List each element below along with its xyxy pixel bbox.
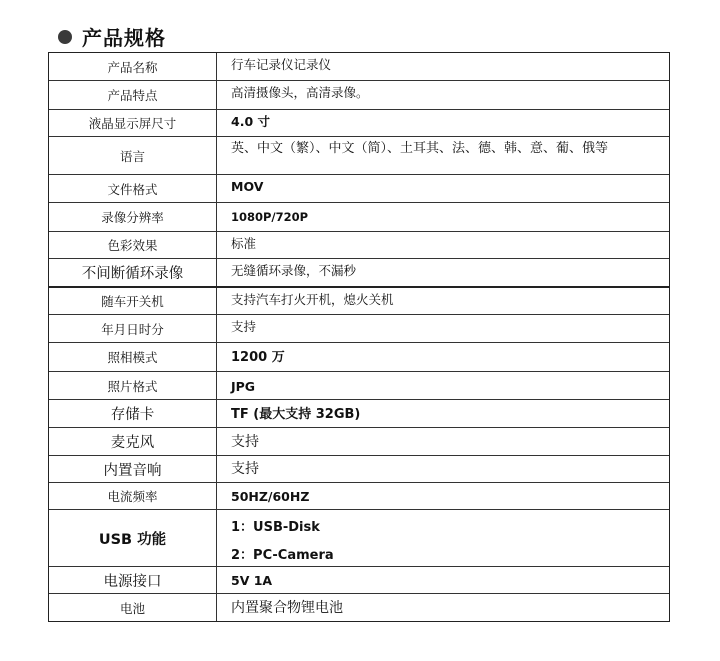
- spec-label: 内置音响: [49, 456, 217, 482]
- spec-value: 标准: [231, 236, 257, 251]
- table-row: [49, 428, 669, 456]
- table-row: [49, 400, 669, 428]
- spec-label: 液晶显示屏尺寸: [49, 110, 217, 136]
- spec-label: 存储卡: [49, 400, 217, 427]
- table-row: [49, 483, 669, 510]
- table-row: [49, 567, 669, 594]
- table-row: [49, 175, 669, 203]
- spec-value: 1080P/720P: [231, 210, 309, 224]
- spec-label: 随车开关机: [49, 288, 217, 314]
- section-title: 产品规格: [82, 26, 166, 50]
- usb-mode-item: 1：USB-Disk: [231, 520, 320, 535]
- table-row: [49, 510, 669, 567]
- bullet-icon: [58, 30, 72, 44]
- spec-value: 5V 1A: [231, 573, 273, 588]
- section-heading: [58, 22, 166, 51]
- table-row: [49, 110, 669, 137]
- spec-value: 支持: [231, 319, 257, 334]
- spec-table: [48, 52, 670, 622]
- spec-value: 支持: [231, 433, 259, 450]
- spec-value: 50HZ/60HZ: [231, 489, 310, 504]
- spec-label: 文件格式: [49, 175, 217, 202]
- spec-value: MOV: [231, 179, 264, 194]
- spec-label: USB 功能: [49, 510, 217, 566]
- table-row: [49, 315, 669, 343]
- spec-label: 照相模式: [49, 343, 217, 371]
- spec-value: 内置聚合物锂电池: [231, 599, 343, 616]
- spec-value: JPG: [231, 378, 256, 394]
- spec-label: 不间断循环录像: [49, 259, 217, 286]
- table-row: [49, 288, 669, 315]
- spec-label: 录像分辨率: [49, 203, 217, 231]
- table-row: [49, 594, 669, 621]
- spec-value: 高清摄像头，高清录像。: [231, 85, 369, 100]
- table-row: [49, 203, 669, 232]
- table-row: [49, 343, 669, 372]
- spec-label: 年月日时分: [49, 315, 217, 342]
- spec-value: 无缝循环录像，不漏秒: [231, 263, 357, 278]
- spec-value: [217, 510, 669, 566]
- table-row: [49, 259, 669, 288]
- spec-value: 1200 万: [231, 350, 285, 365]
- spec-label: 电源接口: [49, 567, 217, 593]
- table-row: [49, 456, 669, 483]
- spec-value: 行车记录仪记录仪: [231, 57, 332, 72]
- spec-label: 电流频率: [49, 483, 217, 509]
- spec-value: 4.0 寸: [231, 114, 270, 129]
- spec-label: 产品特点: [49, 81, 217, 109]
- spec-label: 色彩效果: [49, 232, 217, 258]
- spec-label: 语言: [49, 137, 217, 174]
- spec-value: 支持: [231, 461, 259, 477]
- spec-value: TF (最大支持 32GB): [231, 406, 361, 422]
- spec-value: 支持汽车打火开机，熄火关机: [231, 292, 394, 307]
- table-row: [49, 81, 669, 110]
- usb-mode-item: 2：PC-Camera: [231, 548, 334, 563]
- table-row: [49, 232, 669, 259]
- spec-label: 电池: [49, 594, 217, 621]
- table-row: [49, 137, 669, 175]
- table-row: [49, 53, 669, 81]
- spec-label: 麦克风: [49, 428, 217, 455]
- spec-label: 产品名称: [49, 53, 217, 80]
- spec-value: 英、中文（繁）、中文（简）、土耳其、法、德、韩、意、葡、俄等: [231, 141, 609, 156]
- table-row: [49, 372, 669, 400]
- spec-label: 照片格式: [49, 372, 217, 399]
